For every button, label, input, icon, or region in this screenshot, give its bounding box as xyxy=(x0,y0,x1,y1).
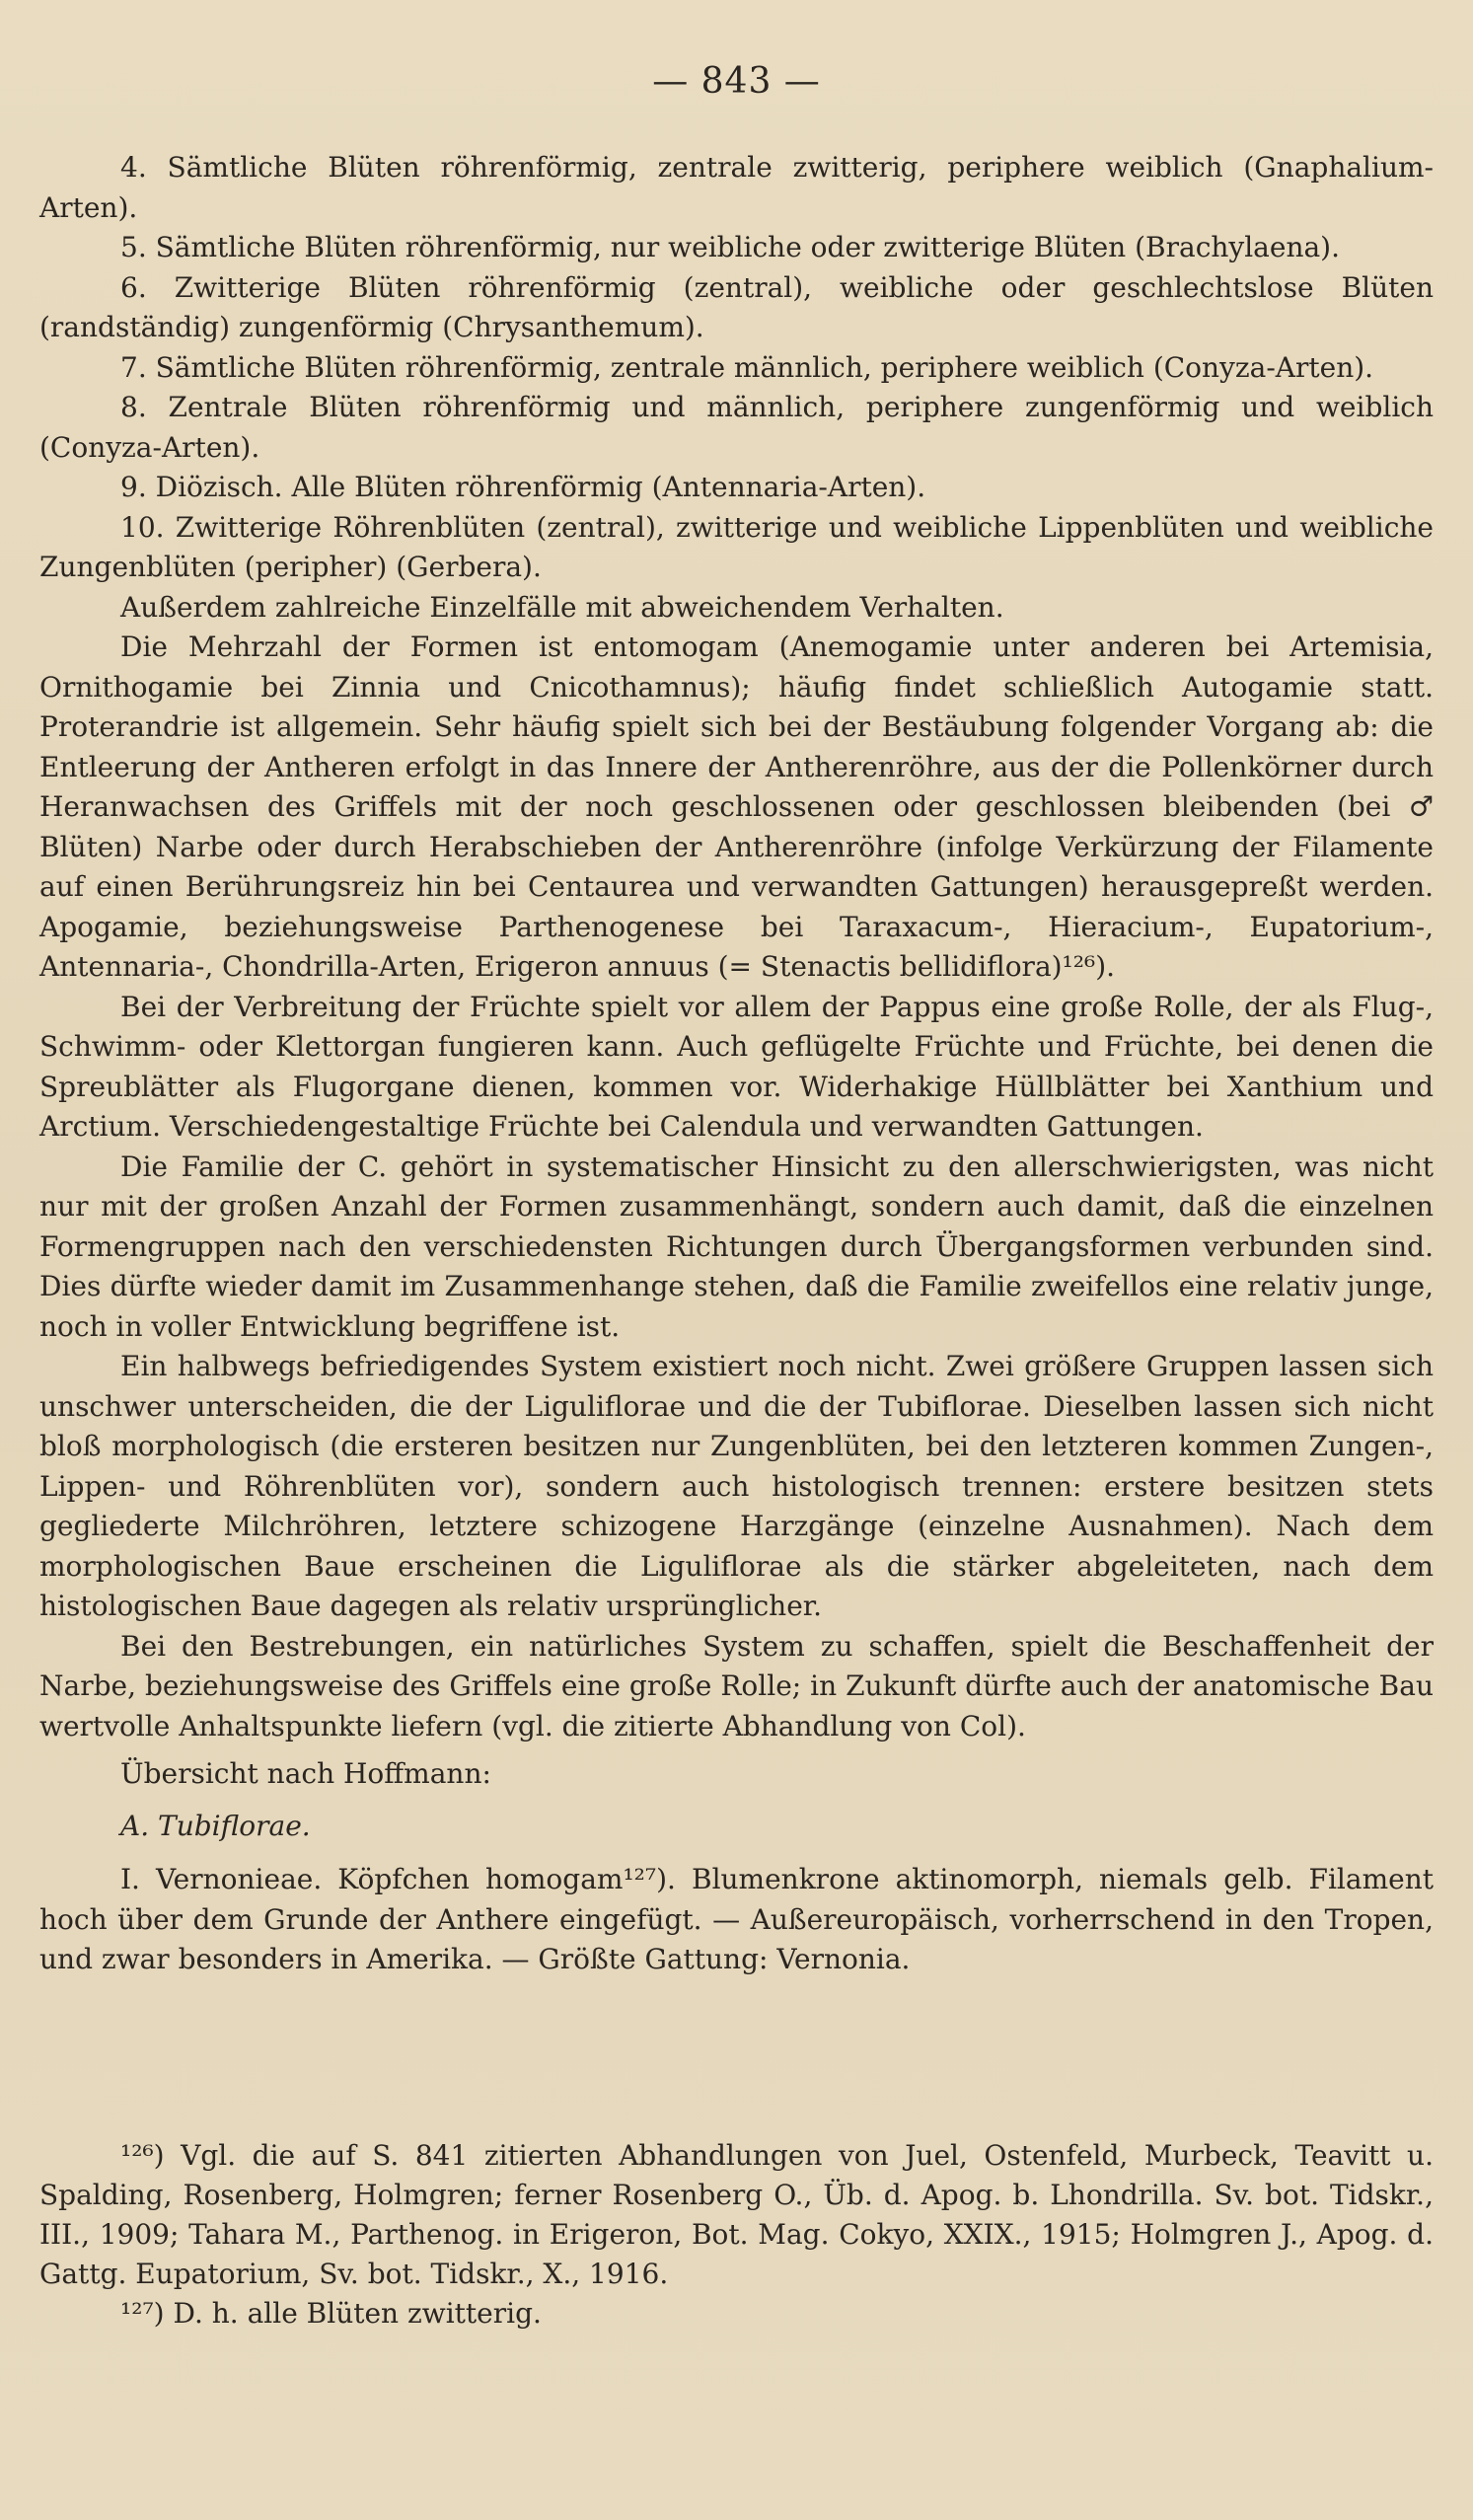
paragraph-fruit-dispersal: Bei der Verbreitung der Früchte spielt vor allem der Pappus eine große Rolle, der als Flug-, Schwimm- oder Klettorgan fungieren kann. Auch geflügelte Früchte und Früchte, bei denen die Spreublätter als Flugorgane dienen, kommen vor. Widerhakige Hüllblätter bei Xanthium und Arctium. Verschiedengestaltige Früchte bei Calendula und verwandten Gattungen. xyxy=(39,990,1434,1143)
main-text xyxy=(39,148,1434,1980)
list-item-9: 9. Diözisch. Alle Blüten röhrenförmig (Antennaria-Arten). xyxy=(120,471,926,503)
list-item-10: 10. Zwitterige Röhrenblüten (zentral), zwitterige und weibliche Lippenblüten und weibliche Zungenblüten (peripher) (Gerbera). xyxy=(39,510,1434,583)
footnotes xyxy=(39,2136,1434,2334)
paragraph-vernonieae: I. Vernonieae. Köpfchen homogam¹²⁷). Blumenkrone aktinomorph, niemals gelb. Filament hoch über dem Grunde der Anthere eingefügt. — Außereuropäisch, vorherrschend in den Tropen, und zwar besonders in Amerika. — Größte Gattung: Vernonia. xyxy=(39,1863,1434,1975)
list-item-5: 5. Sämtliche Blüten röhrenförmig, nur weibliche oder zwitterige Blüten (Brachylaena). xyxy=(120,231,1340,263)
paragraph-classification: Ein halbwegs befriedigendes System existiert noch nicht. Zwei größere Gruppen lassen sich unschwer unterscheiden, die der Liguliflorae und die der Tubiflorae. Dieselben lassen sich nicht bloß morphologisch (die ersteren besitzen nur Zungenblüten, bei den letzteren kommen Zungen-, Lippen- und Röhrenblüten vor), sondern auch histologisch trennen: erstere besitzen stets gegliederte Milchröhren, letztere schizogene Harzgänge (einzelne Ausnahmen). Nach dem morphologischen Baue erscheinen die Liguliflorae als die stärker abgeleiteten, nach dem histologischen Baue dagegen als relativ ursprünglicher. xyxy=(39,1350,1434,1622)
paragraph-exceptions: Außerdem zahlreiche Einzelfälle mit abweichendem Verhalten. xyxy=(120,590,1004,624)
section-heading-tubiflorae: A. Tubiflorae. xyxy=(120,1809,311,1842)
list-item-7: 7. Sämtliche Blüten röhrenförmig, zentrale männlich, periphere weiblich (Conyza-Arten). xyxy=(120,350,1374,384)
footnote-126: ¹²⁶) Vgl. die auf S. 841 zitierten Abhandlungen von Juel, Ostenfeld, Murbeck, Teavitt u. Spalding, Rosenberg, Holmgren; ferner Rosenberg O., Üb. d. Apog. b. Lhondrilla. Sv. bot. Tidskr., III., 1909; Tahara M., Parthenog. in Erigeron, Bot. Mag. Cokyo, XXIX., 1915; Holmgren J., Apog. d. Gattg. Eupatorium, Sv. bot. Tidskr., X., 1916. xyxy=(39,2139,1434,2290)
footnote-127: ¹²⁷) D. h. alle Blüten zwitterig. xyxy=(120,2297,542,2330)
overview-heading: Übersicht nach Hoffmann: xyxy=(120,1757,491,1790)
page-number: — 843 — xyxy=(652,61,821,102)
paragraph-stigma: Bei den Bestrebungen, ein natürliches System zu schaffen, spielt die Beschaffenheit der Narbe, beziehungsweise des Griffels eine große Rolle; in Zukunft dürfte auch der anatomische Bau wertvolle Anhaltspunkte liefern (vgl. die zitierte Abhandlung von Col). xyxy=(39,1629,1434,1742)
list-item-8: 8. Zentrale Blüten röhrenförmig und männlich, periphere zungenförmig und weiblich (Conyza-Arten). xyxy=(39,391,1434,464)
paragraph-pollination: Die Mehrzahl der Formen ist entomogam (Anemogamie unter anderen bei Artemisia, Ornithogamie bei Zinnia und Cnicothamnus); häufig findet schließlich Autogamie statt. Proterandrie ist allgemein. Sehr häufig spielt sich bei der Bestäubung folgender Vorgang ab: die Entleerung der Antheren erfolgt in das Innere der Antherenröhre, aus der die Pollenkörner durch Heranwachsen des Griffels mit der noch geschlossenen oder geschlossen bleibenden (bei ♂ Blüten) Narbe oder durch Herabschieben der Antherenröhre (infolge Verkürzung der Filamente auf einen Berührungsreiz hin bei Centaurea und verwandten Gattungen) herausgepreßt werden. Apogamie, beziehungsweise Parthenogenese bei Taraxacum-, Hieracium-, Eupatorium-, Antennaria-, Chondrilla-Arten, Erigeron annuus (= Stenactis bellidiflora)¹²⁶). xyxy=(39,630,1434,983)
list-item-4: 4. Sämtliche Blüten röhrenförmig, zentrale zwitterig, periphere weiblich (Gnaphalium-Arten). xyxy=(39,151,1434,224)
paragraph-systematics: Die Familie der C. gehört in systematischer Hinsicht zu den allerschwierigsten, was nicht nur mit der großen Anzahl der Formen zusammenhängt, sondern auch damit, daß die einzelnen Formengruppen nach den verschiedensten Richtungen durch Übergangsformen verbunden sind. Dies dürfte wieder damit im Zusammenhange stehen, daß die Familie zweifellos eine relativ junge, noch in voller Entwicklung begriffene ist. xyxy=(39,1149,1434,1343)
list-item-6: 6. Zwitterige Blüten röhrenförmig (zentral), weibliche oder geschlechtslose Blüten (randständig) zungenförmig (Chrysanthemum). xyxy=(39,270,1434,343)
